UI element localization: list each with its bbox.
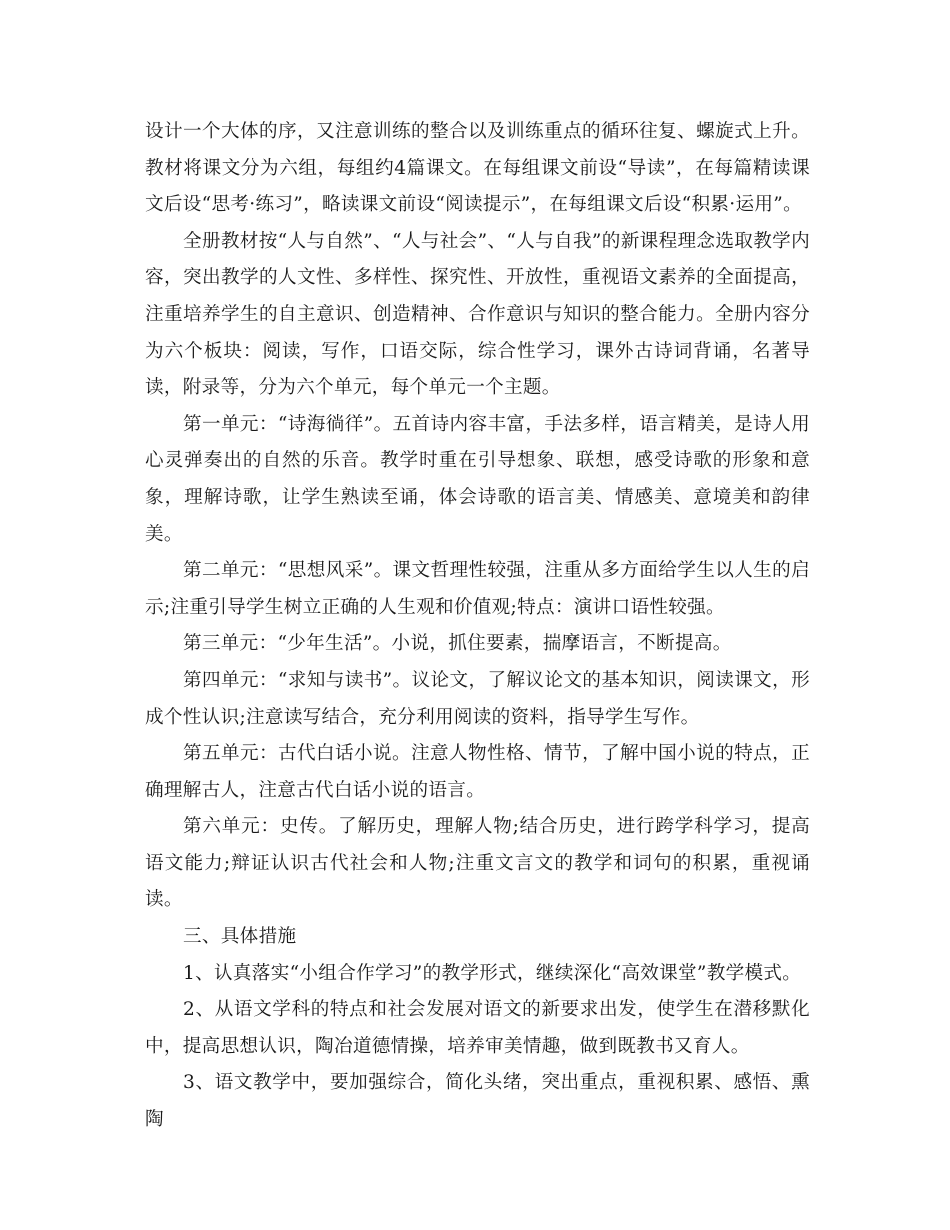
measure-item-2: 2、从语文学科的特点和社会发展对语文的新要求出发，使学生在潜移默化中，提高思想认识，陶冶道德情操，培养审美情趣，做到既教书又育人。	[145, 999, 810, 1057]
document-body	[145, 114, 810, 1139]
section-heading-measures: 三、具体措施	[183, 926, 297, 948]
measure-item-3: 3、语文教学中，要加强综合，简化头绪，突出重点，重视积累、感悟、熏陶	[145, 1072, 810, 1131]
measure-item-1: 1、认真落实“小组合作学习”的教学形式，继续深化“高效课堂”教学模式。	[183, 962, 802, 984]
paragraph-unit-1: 第一单元：“诗海徜徉”。五首诗内容丰富，手法多样，语言精美，是诗人用心灵弹奏出的自然的乐音。教学时重在引导想象、联想，感受诗歌的形象和意象，理解诗歌，让学生熟读至诵，体会诗歌的语言美、情感美、意境美和韵律美。	[145, 413, 810, 545]
paragraph-textbook-overview: 全册教材按“人与自然”、“人与社会”、“人与自我”的新课程理念选取教学内容，突出教学的人文性、多样性、探究性、开放性，重视语文素养的全面提高，注重培养学生的自主意识、创造精神、合作意识与知识的整合能力。全册内容分为六个板块：阅读，写作，口语交际，综合性学习，课外古诗词背诵，名著导读，附录等，分为六个单元，每个单元一个主题。	[145, 230, 810, 399]
paragraph-unit-5: 第五单元：古代白话小说。注意人物性格、情节，了解中国小说的特点，正确理解古人，注意古代白话小说的语言。	[145, 743, 810, 801]
paragraph-unit-6: 第六单元：史传。了解历史，理解人物;结合历史，进行跨学科学习，提高语文能力;辩证认识古代社会和人物;注重文言文的教学和词句的积累，重视诵读。	[145, 816, 810, 911]
paragraph-unit-3: 第三单元：“少年生活”。小说，抓住要素，揣摩语言，不断提高。	[183, 633, 732, 655]
paragraph-unit-4: 第四单元：“求知与读书”。议论文，了解议论文的基本知识，阅读课文，形成个性认识;注意读写结合，充分利用阅读的资料，指导学生写作。	[145, 669, 810, 728]
paragraph-unit-2: 第二单元：“思想风采”。课文哲理性较强，注重从多方面给学生以人生的启示;注重引导学生树立正确的人生观和价值观;特点：演讲口语性较强。	[145, 560, 810, 618]
paragraph-curriculum-structure: 设计一个大体的序，又注意训练的整合以及训练重点的循环往复、螺旋式上升。教材将课文分为六组，每组约4篇课文。在每组课文前设“导读”，在每篇精读课文后设“思考·练习”，略读课文前设“阅读提示”，在每组课文后设“积累·运用”。	[145, 121, 810, 216]
